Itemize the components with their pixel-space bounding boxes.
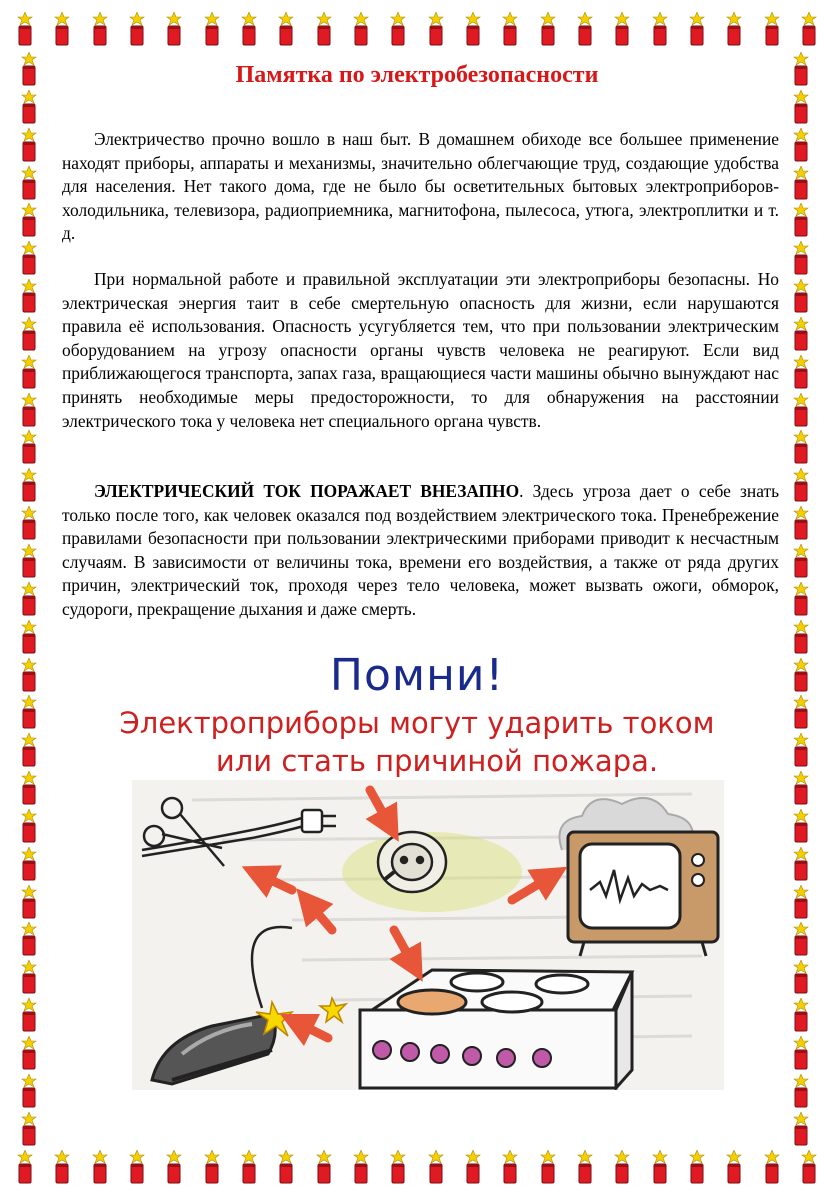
remember-heading: Помни!: [329, 650, 505, 701]
firecracker-icon: [790, 166, 812, 200]
firecracker-icon: [201, 1150, 223, 1184]
border-right: [790, 52, 820, 1146]
firecracker-icon: [790, 1074, 812, 1108]
electric-socket-icon: [378, 832, 446, 892]
paragraph-danger: [62, 268, 779, 433]
firecracker-icon: [425, 12, 447, 46]
electrical-hazards-illustration: [132, 780, 724, 1090]
firecracker-icon: [350, 12, 372, 46]
firecracker-icon: [18, 468, 40, 502]
firecracker-icon: [18, 998, 40, 1032]
firecracker-icon: [18, 544, 40, 578]
firecracker-icon: [649, 12, 671, 46]
firecracker-icon: [790, 809, 812, 843]
firecracker-icon: [790, 960, 812, 994]
page-title: Памятка по электробезопасности: [235, 62, 599, 88]
firecracker-icon: [790, 355, 812, 389]
firecracker-icon: [18, 393, 40, 427]
firecracker-icon: [18, 582, 40, 616]
warning-line-2: или стать причиной пожара.: [215, 744, 659, 778]
firecracker-icon: [537, 12, 559, 46]
firecracker-icon: [790, 998, 812, 1032]
paragraph-intro: [62, 128, 779, 246]
firecracker-icon: [790, 241, 812, 275]
firecracker-icon: [18, 430, 40, 464]
firecracker-icon: [790, 393, 812, 427]
firecracker-icon: [18, 506, 40, 540]
firecracker-icon: [18, 279, 40, 313]
firecracker-icon: [686, 12, 708, 46]
firecracker-icon: [18, 809, 40, 843]
firecracker-icon: [18, 241, 40, 275]
firecracker-icon: [14, 12, 36, 46]
firecracker-icon: [761, 12, 783, 46]
firecracker-icon: [18, 1112, 40, 1146]
firecracker-icon: [790, 203, 812, 237]
firecracker-icon: [611, 1150, 633, 1184]
firecracker-icon: [51, 1150, 73, 1184]
firecracker-icon: [89, 1150, 111, 1184]
firecracker-icon: [14, 1150, 36, 1184]
firecracker-icon: [238, 1150, 260, 1184]
firecracker-icon: [574, 12, 596, 46]
firecracker-icon: [790, 128, 812, 162]
firecracker-icon: [18, 128, 40, 162]
firecracker-icon: [790, 544, 812, 578]
firecracker-icon: [723, 12, 745, 46]
firecracker-icon: [275, 1150, 297, 1184]
warning-line-1: Электроприборы могут ударить током: [119, 706, 715, 740]
firecracker-icon: [798, 12, 820, 46]
firecracker-icon: [18, 620, 40, 654]
firecracker-icon: [790, 506, 812, 540]
firecracker-icon: [18, 1036, 40, 1070]
firecracker-icon: [18, 885, 40, 919]
firecracker-icon: [790, 1036, 812, 1070]
firecracker-icon: [790, 430, 812, 464]
firecracker-icon: [238, 12, 260, 46]
firecracker-icon: [201, 12, 223, 46]
paragraph-danger-text: При нормальной работе и правильной эксплуатации эти электроприборы безопасны. Но электрическая энергия таит в себе смертельную опасность для жизни, если нарушаются правила её использования. Опасность усугубляется тем, что при пользовании электрическим оборудованием на угрозу опасности органы чувств человека не реагируют. Если вид приближающегося транспорта, запах газа, вращающиеся части машины обычно вынуждают нас принять необходимые меры предосторожности, то для обнаружения на расстоянии электрического тока у человека нет специального органа чувств.: [62, 269, 779, 431]
firecracker-icon: [18, 203, 40, 237]
firecracker-icon: [574, 1150, 596, 1184]
firecracker-icon: [126, 12, 148, 46]
firecracker-icon: [163, 1150, 185, 1184]
firecracker-icon: [790, 620, 812, 654]
firecracker-icon: [350, 1150, 372, 1184]
firecracker-icon: [790, 922, 812, 956]
firecracker-icon: [649, 1150, 671, 1184]
firecracker-icon: [790, 885, 812, 919]
firecracker-icon: [537, 1150, 559, 1184]
firecracker-icon: [18, 1074, 40, 1108]
firecracker-icon: [18, 90, 40, 124]
firecracker-icon: [163, 12, 185, 46]
firecracker-icon: [462, 12, 484, 46]
paragraph-sudden-text: . Здесь угроза дает о себе знать только после того, как человек оказался под воздействием электрического тока. Пренебрежение правилами безопасности при пользовании электрическими приборами приводит к несчастным случаям. В зависимости от величины тока, времени его воздействия, а также от ряда других причин, электрический ток, проходя через тело человека, может вызвать ожоги, обморок, судороги, прекращение дыхания и даже смерть.: [62, 481, 779, 619]
firecracker-icon: [790, 468, 812, 502]
border-top: [14, 12, 820, 52]
firecracker-icon: [18, 960, 40, 994]
firecracker-icon: [313, 12, 335, 46]
firecracker-icon: [761, 1150, 783, 1184]
firecracker-icon: [18, 317, 40, 351]
firecracker-icon: [18, 847, 40, 881]
firecracker-icon: [51, 12, 73, 46]
paragraph-sudden: [62, 480, 779, 622]
firecracker-icon: [790, 279, 812, 313]
paragraph-intro-text: Электричество прочно вошло в наш быт. В домашнем обиходе все большее применение находят приборы, аппараты и механизмы, значительно облегчающие труд, создающие удобства для населения. Нет такого дома, где не было бы осветительных бытовых электроприборов- холодильника, телевизора, радиоприемника, магнитофона, пылесоса, утюга, электроплитки и т. д.: [62, 129, 779, 244]
firecracker-icon: [462, 1150, 484, 1184]
firecracker-icon: [313, 1150, 335, 1184]
border-bottom: [14, 1150, 820, 1190]
firecracker-icon: [790, 90, 812, 124]
firecracker-icon: [790, 1112, 812, 1146]
firecracker-icon: [126, 1150, 148, 1184]
paragraph-sudden-lead: ЭЛЕКТРИЧЕСКИЙ ТОК ПОРАЖАЕТ ВНЕЗАПНО: [94, 481, 520, 501]
firecracker-icon: [89, 12, 111, 46]
firecracker-icon: [387, 12, 409, 46]
firecracker-icon: [686, 1150, 708, 1184]
firecracker-icon: [499, 1150, 521, 1184]
firecracker-icon: [611, 12, 633, 46]
firecracker-icon: [18, 355, 40, 389]
border-left: [18, 52, 48, 1146]
firecracker-icon: [790, 317, 812, 351]
firecracker-icon: [425, 1150, 447, 1184]
firecracker-icon: [18, 166, 40, 200]
firecracker-icon: [18, 922, 40, 956]
firecracker-icon: [798, 1150, 820, 1184]
firecracker-icon: [790, 582, 812, 616]
firecracker-icon: [499, 12, 521, 46]
firecracker-icon: [18, 771, 40, 805]
firecracker-icon: [723, 1150, 745, 1184]
firecracker-icon: [387, 1150, 409, 1184]
firecracker-icon: [790, 847, 812, 881]
firecracker-icon: [275, 12, 297, 46]
